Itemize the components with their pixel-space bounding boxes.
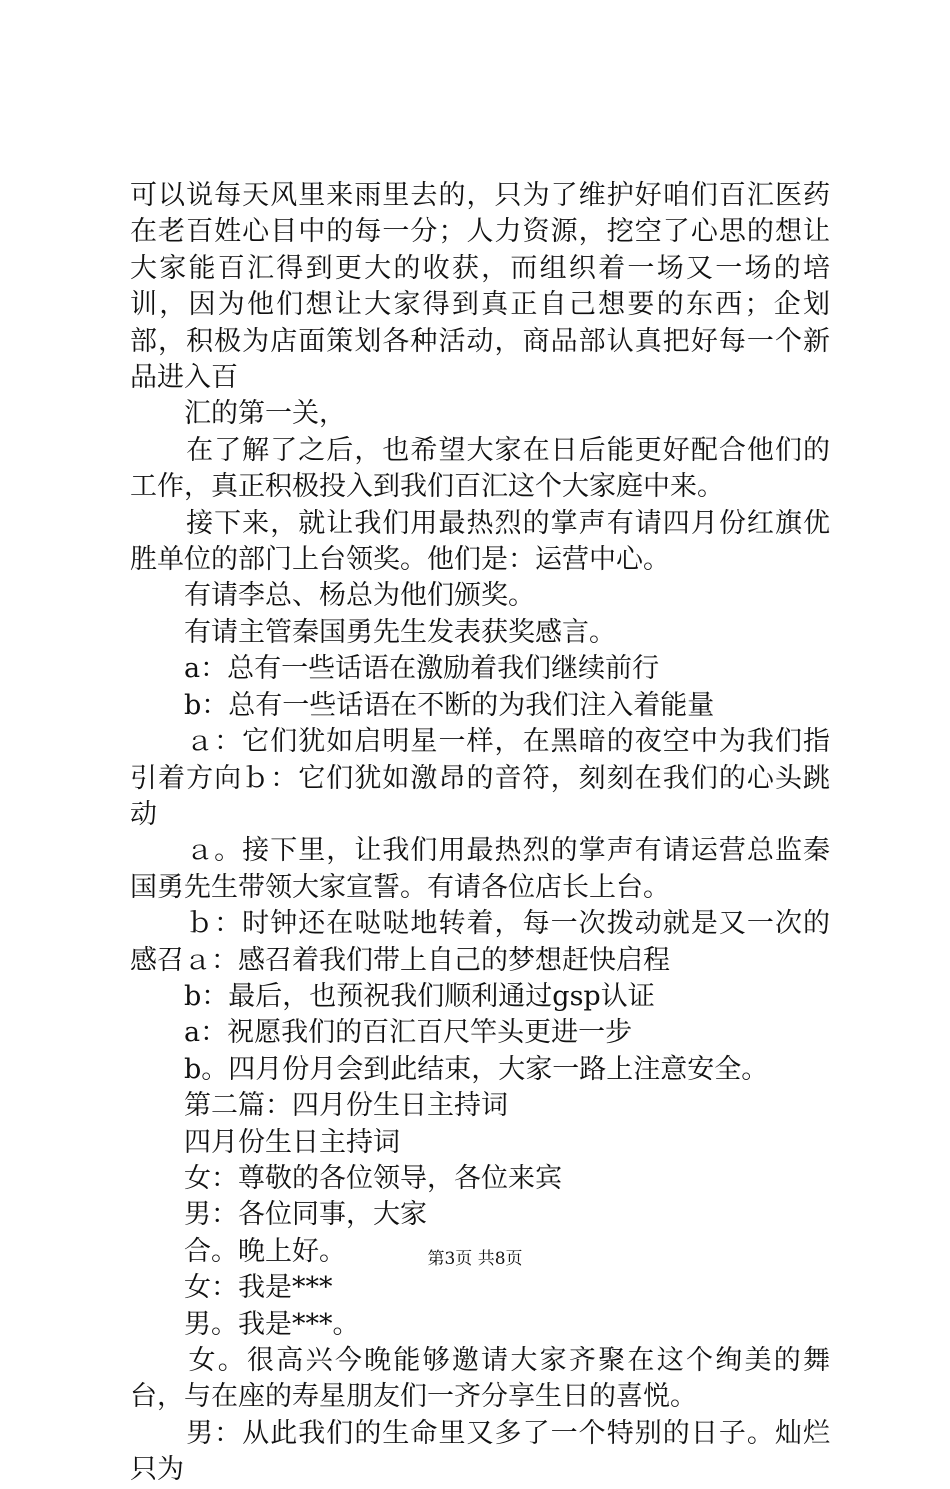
paragraph: a：祝愿我们的百汇百尺竿头更进一步: [130, 1017, 633, 1049]
paragraph: b：最后，也预祝我们顺利通过gsp认证: [130, 980, 655, 1012]
paragraph: a：总有一些话语在激励着我们继续前行: [130, 653, 660, 685]
paragraph: 女。很高兴今晚能够邀请大家齐聚在这个绚美的舞台，与在座的寿星朋友们一齐分享生日的喜悦。: [130, 1345, 830, 1413]
paragraph: 女：尊敬的各位领导，各位来宾: [130, 1162, 562, 1194]
paragraph: 合。晚上好。: [130, 1235, 346, 1267]
paragraph: 有请李总、杨总为他们颁奖。: [130, 580, 535, 612]
section-heading: 第二篇：四月份生日主持词: [130, 1090, 508, 1122]
paragraph: 女：我是***: [130, 1272, 333, 1304]
document-body: [130, 178, 830, 1489]
paragraph: 有请主管秦国勇先生发表获奖感言。: [130, 616, 616, 648]
paragraph: b。四月份月会到此结束，大家一路上注意安全。: [130, 1053, 769, 1085]
paragraph: ｂ：时钟还在哒哒地转着，每一次拨动就是又一次的感召ａ：感召着我们带上自己的梦想赶快启程: [130, 908, 830, 976]
paragraph: ａ。接下里，让我们用最热烈的掌声有请运营总监秦国勇先生带领大家宣誓。有请各位店长上台。: [130, 835, 830, 903]
paragraph: 接下来，就让我们用最热烈的掌声有请四月份红旗优胜单位的部门上台领奖。他们是：运营中心。: [130, 507, 830, 576]
paragraph: 男。我是***。: [130, 1308, 360, 1340]
paragraph: 男：从此我们的生命里又多了一个特别的日子。灿烂只为: [130, 1417, 830, 1486]
paragraph: 在了解了之后，也希望大家在日后能更好配合他们的工作，真正积极投入到我们百汇这个大家庭中来。: [130, 434, 830, 503]
section-subheading: 四月份生日主持词: [130, 1126, 400, 1158]
paragraph: 男：各位同事，大家: [130, 1199, 427, 1231]
paragraph: b：总有一些话语在不断的为我们注入着能量: [130, 689, 715, 721]
paragraph: ａ：它们犹如启明星一样，在黑暗的夜空中为我们指引着方向ｂ：它们犹如激昂的音符，刻刻在我们的心头跳动: [130, 726, 830, 830]
paragraph: 汇的第一关，: [130, 398, 346, 430]
paragraph: 可以说每天风里来雨里去的，只为了维护好咱们百汇医药在老百姓心目中的每一分；人力资源，挖空了心思的想让大家能百汇得到更大的收获，而组织着一场又一场的培训，因为他们想让大家得到真正自己想要的东西；企划部，积极为店面策划各种活动，商品部认真把好每一个新品进入百: [130, 180, 830, 394]
page-number-footer: 第3页 共8页: [427, 1249, 523, 1269]
